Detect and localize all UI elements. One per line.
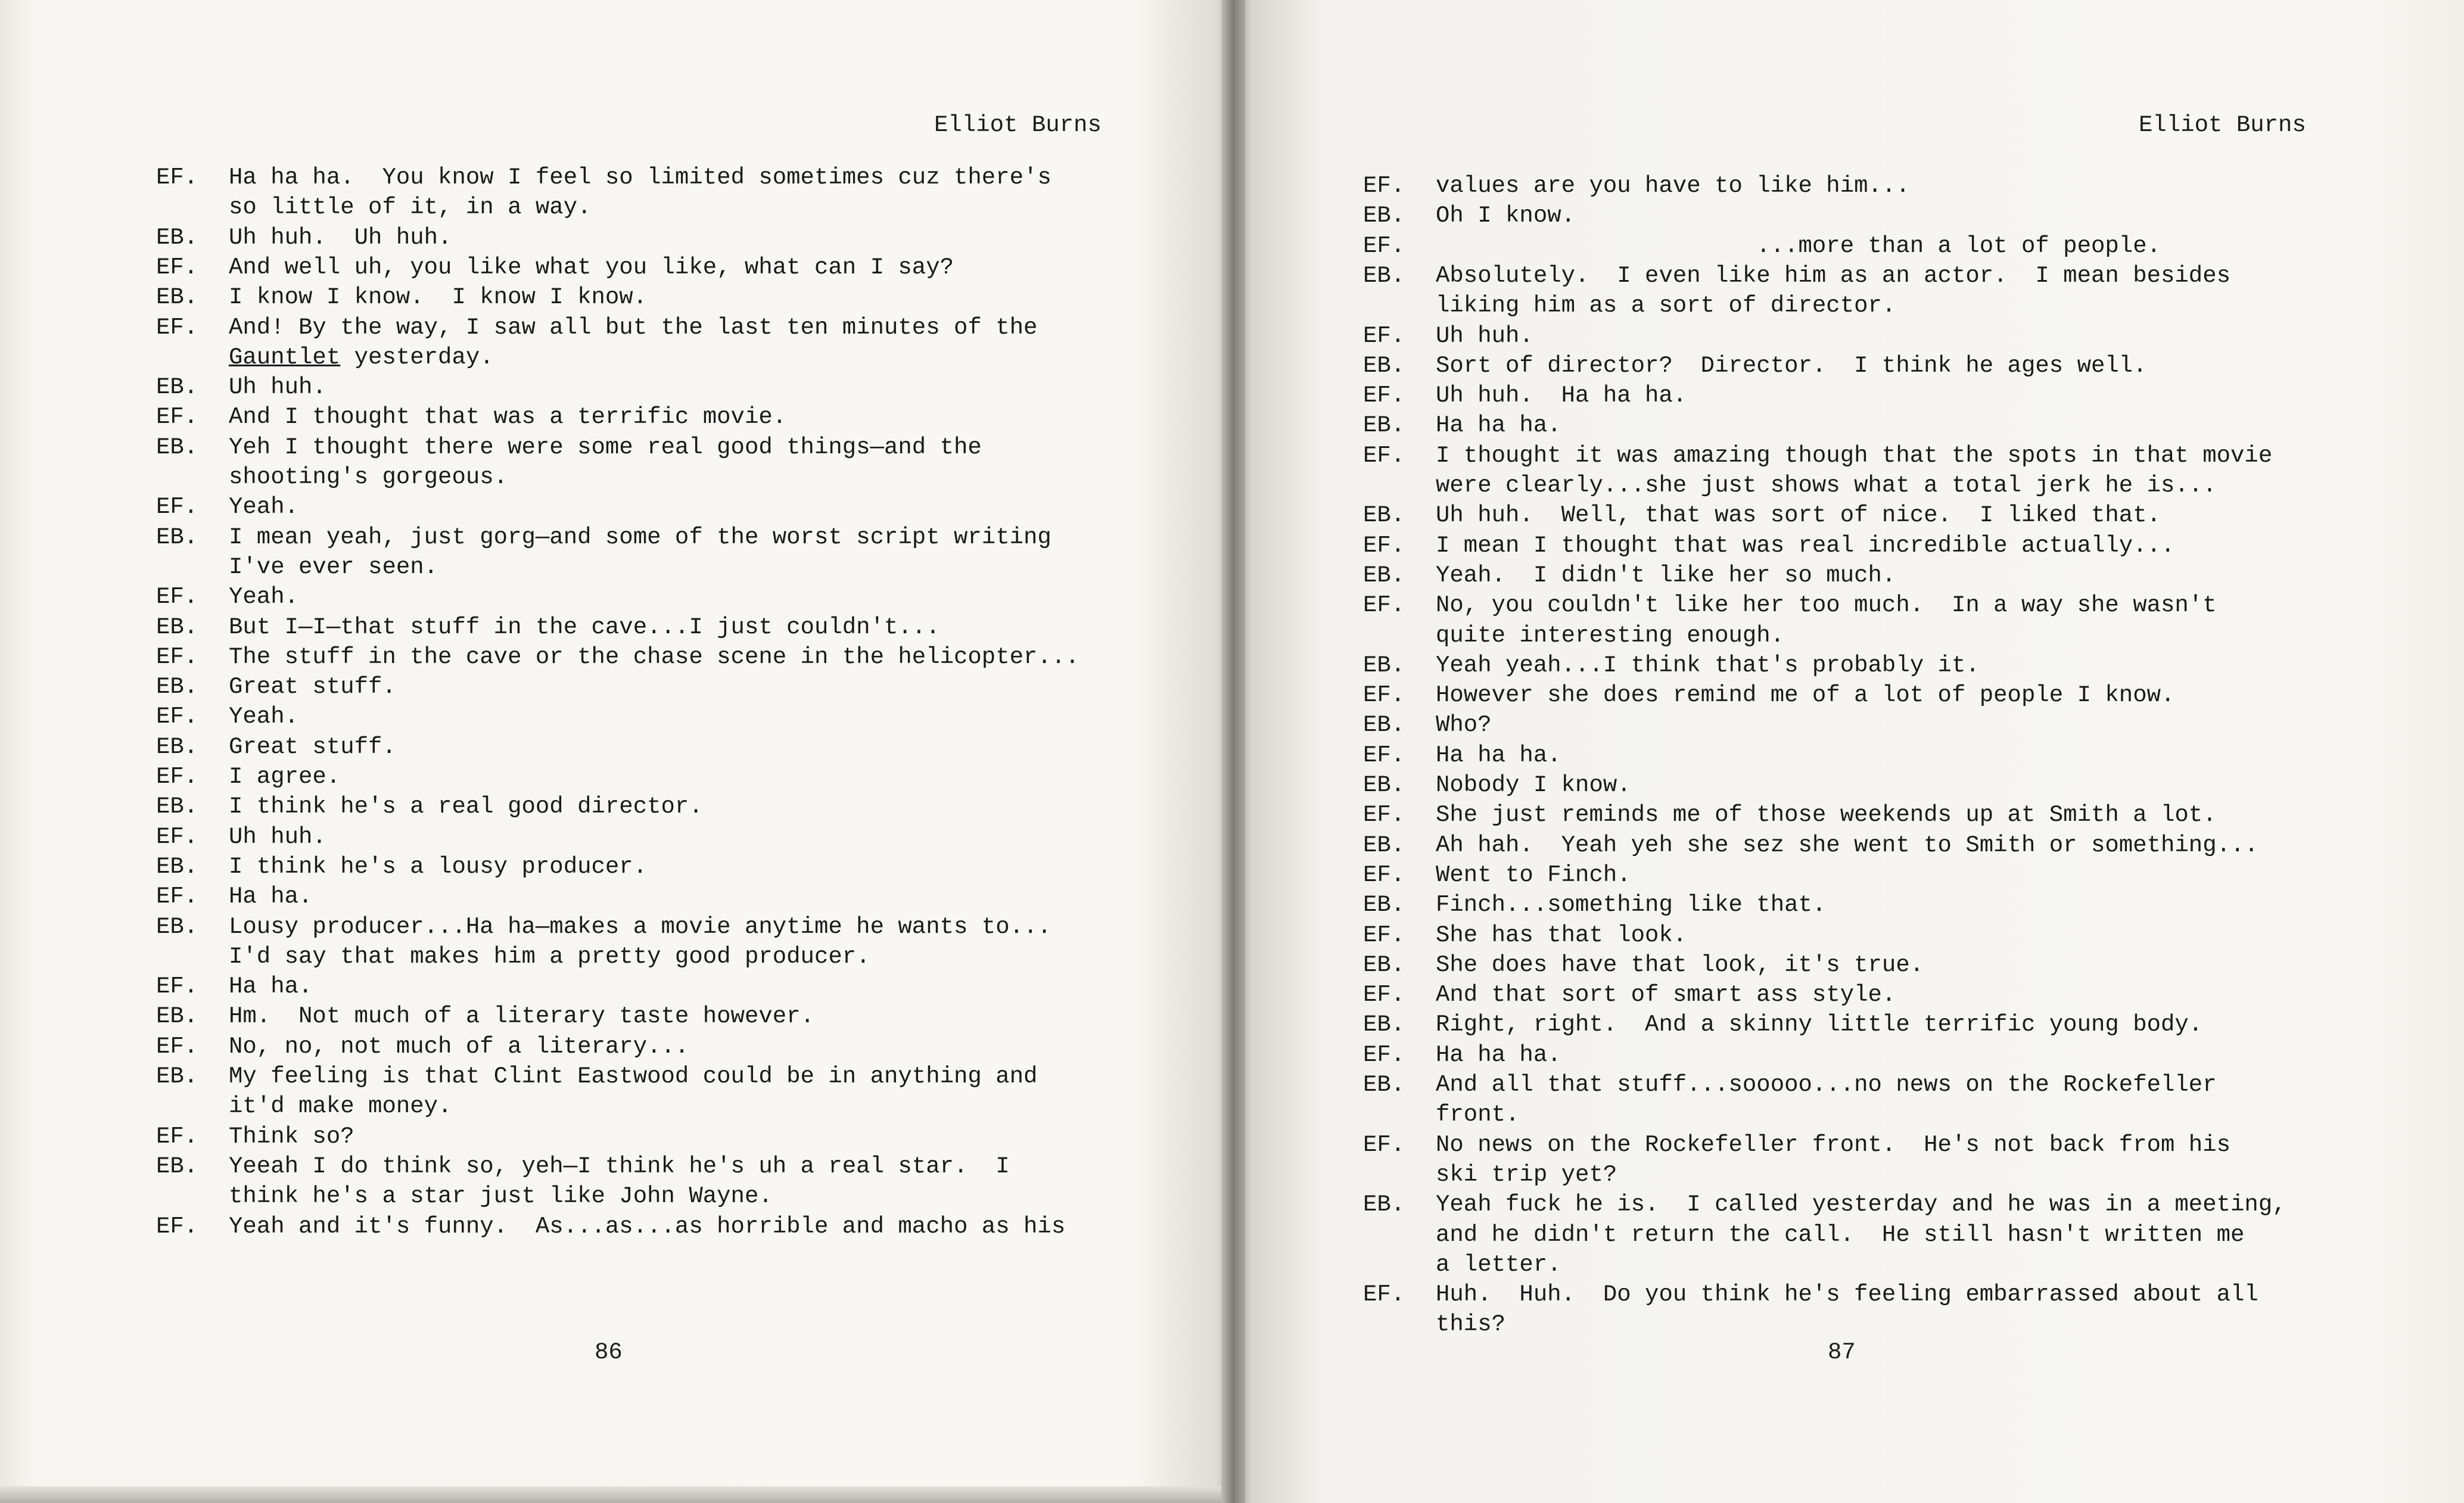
page-number: 86 — [595, 1339, 623, 1365]
dialogue-text: ...more than a lot of people. — [1436, 232, 2161, 259]
right-page — [1233, 0, 2464, 1503]
speaker-label: EF. — [1363, 322, 1405, 349]
speaker-label: EF. — [156, 584, 198, 611]
speaker-label: EB. — [156, 614, 198, 640]
speaker-label: EB. — [1363, 412, 1405, 439]
speaker-label: EF. — [156, 314, 198, 341]
dialogue-text: She just reminds me of those weekends up at Smith a lot. — [1436, 802, 2217, 829]
speaker-label: EF. — [156, 704, 198, 730]
speaker-label: EB. — [1363, 772, 1405, 798]
speaker-label: EB. — [1363, 951, 1405, 978]
dialogue-text: And that sort of smart ass style. — [1436, 982, 1896, 1009]
dialogue-text: Right, right. And a skinny little terrific young body. — [1436, 1012, 2203, 1038]
dialogue-text: However she does remind me of a lot of people I know. — [1436, 682, 2175, 709]
speaker-label: EF. — [1363, 592, 1405, 619]
dialogue-text: I mean I thought that was real incredible actually... — [1436, 532, 2175, 559]
speaker-label: EB. — [156, 524, 198, 550]
dialogue-text: ski trip yet? — [1436, 1161, 1617, 1188]
speaker-label: EB. — [156, 853, 198, 880]
dialogue-text: Uh huh. — [229, 823, 326, 850]
dialogue-text: Uh huh. Ha ha ha. — [1436, 382, 1687, 409]
speaker-label: EF. — [156, 164, 198, 191]
dialogue-text: I'd say that makes him a pretty good producer. — [229, 943, 870, 970]
speaker-label: EB. — [1363, 262, 1405, 289]
dialogue-text-rest: yesterday. — [340, 344, 494, 371]
speaker-label: EB. — [1363, 502, 1405, 529]
dialogue-text: Uh huh. — [1436, 322, 1533, 349]
dialogue-text: I know I know. I know I know. — [229, 284, 648, 311]
dialogue-text: No, no, not much of a literary... — [229, 1033, 689, 1060]
dialogue-text: I think he's a real good director. — [229, 793, 703, 820]
speaker-label: EF. — [1363, 442, 1405, 469]
speaker-label: EB. — [156, 674, 198, 701]
book-gutter — [1221, 0, 1245, 1503]
speaker-label: EF. — [1363, 382, 1405, 409]
dialogue-text: Yeah. I didn't like her so much. — [1436, 562, 1896, 589]
speaker-label: EB. — [1363, 1191, 1405, 1218]
speaker-label: EB. — [1363, 652, 1405, 679]
dialogue-text: I agree. — [229, 764, 341, 790]
dialogue-text: But I—I—that stuff in the cave...I just couldn't... — [229, 614, 940, 640]
speaker-label: EB. — [1363, 1072, 1405, 1098]
dialogue-text: Lousy producer...Ha ha—makes a movie anytime he wants to... — [229, 913, 1051, 940]
speaker-label: EF. — [1363, 682, 1405, 709]
dialogue-text: She has that look. — [1436, 922, 1687, 948]
dialogue-text: Yeah. — [229, 494, 299, 521]
dialogue-text: Yeh I thought there were some real good things—and the — [229, 434, 982, 460]
dialogue-text: Yeah. — [229, 704, 299, 730]
speaker-label: EB. — [156, 1003, 198, 1030]
dialogue-text: and he didn't return the call. He still hasn't written me — [1436, 1221, 2245, 1248]
speaker-label: EF. — [1363, 982, 1405, 1009]
speaker-label: EB. — [156, 1063, 198, 1090]
dialogue-text: Uh huh. Uh huh. — [229, 224, 452, 251]
speaker-label: EF. — [156, 1033, 198, 1060]
dialogue-text: so little of it, in a way. — [229, 194, 592, 221]
dialogue-text: No news on the Rockefeller front. He's not back from his — [1436, 1131, 2231, 1158]
dialogue-text: The stuff in the cave or the chase scene in the helicopter... — [229, 643, 1079, 670]
speaker-label: EB. — [1363, 832, 1405, 858]
speaker-label: EB. — [156, 284, 198, 311]
dialogue-text: I've ever seen. — [229, 553, 438, 580]
speaker-label: EB. — [1363, 352, 1405, 379]
speaker-label: EB. — [156, 374, 198, 401]
dialogue-text: shooting's gorgeous. — [229, 464, 508, 490]
speaker-label: EB. — [1363, 1012, 1405, 1038]
speaker-label: EB. — [156, 913, 198, 940]
dialogue-text: I mean yeah, just gorg—and some of the worst script writing — [229, 524, 1051, 550]
page-header: Elliot Burns — [2139, 112, 2306, 138]
dialogue-text: Yeah. — [229, 584, 299, 611]
dialogue-text: Sort of director? Director. I think he ages well. — [1436, 352, 2147, 379]
dialogue-text: Ha ha ha. You know I feel so limited sometimes cuz there's — [229, 164, 1051, 191]
dialogue-text: Absolutely. I even like him as an actor. I mean besides — [1436, 262, 2231, 289]
dialogue-text: think he's a star just like John Wayne. — [229, 1183, 773, 1210]
speaker-label: EB. — [1363, 892, 1405, 919]
dialogue-text: front. — [1436, 1101, 1520, 1128]
speaker-label: EF. — [1363, 1041, 1405, 1068]
dialogue-text: were clearly...she just shows what a total jerk he is... — [1436, 472, 2217, 499]
dialogue-text: No, you couldn't like her too much. In a way she wasn't — [1436, 592, 2217, 619]
dialogue-text: Think so? — [229, 1123, 354, 1150]
dialogue-text: Huh. Huh. Do you think he's feeling embarrassed about all — [1436, 1281, 2258, 1308]
dialogue-text: Ha ha ha. — [1436, 412, 1561, 439]
speaker-label: EF. — [156, 883, 198, 910]
speaker-label: EB. — [156, 434, 198, 460]
dialogue-text: She does have that look, it's true. — [1436, 951, 1924, 978]
dialogue-text: Great stuff. — [229, 733, 396, 760]
speaker-label: EF. — [156, 764, 198, 790]
dialogue-text: this? — [1436, 1311, 1506, 1338]
speaker-label: EB. — [156, 733, 198, 760]
page-number: 87 — [1828, 1339, 1856, 1365]
dialogue-text: Nobody I know. — [1436, 772, 1631, 798]
speaker-label: EF. — [156, 643, 198, 670]
speaker-label: EF. — [156, 973, 198, 1000]
dialogue-text: quite interesting enough. — [1436, 622, 1785, 649]
speaker-label: EF. — [1363, 532, 1405, 559]
dialogue-text: Went to Finch. — [1436, 861, 1631, 888]
speaker-label: EB. — [1363, 203, 1405, 229]
dialogue-text: Ah hah. Yeah yeh she sez she went to Smith or something... — [1436, 832, 2258, 858]
dialogue-text — [229, 343, 494, 372]
dialogue-text: it'd make money. — [229, 1093, 452, 1120]
speaker-label: EB. — [1363, 712, 1405, 739]
dialogue-text: Yeah fuck he is. I called yesterday and he was in a meeting, — [1436, 1191, 2286, 1218]
speaker-label: EF. — [1363, 802, 1405, 829]
speaker-label: EF. — [156, 1213, 198, 1240]
dialogue-text: I think he's a lousy producer. — [229, 853, 648, 880]
speaker-label: EF. — [1363, 1281, 1405, 1308]
dialogue-text: Oh I know. — [1436, 203, 1576, 229]
speaker-label: EF. — [1363, 173, 1405, 199]
dialogue-text: And I thought that was a terrific movie. — [229, 404, 787, 431]
dialogue-text: a letter. — [1436, 1251, 1561, 1278]
speaker-label: EF. — [156, 823, 198, 850]
speaker-label: EF. — [156, 404, 198, 431]
dialogue-text: Finch...something like that. — [1436, 892, 1827, 919]
speaker-label: EF. — [1363, 232, 1405, 259]
speaker-label: EB. — [156, 793, 198, 820]
speaker-label: EF. — [156, 1123, 198, 1150]
speaker-label: EF. — [156, 254, 198, 281]
dialogue-text: Yeah and it's funny. As...as...as horrible and macho as his — [229, 1213, 1066, 1240]
dialogue-text: values are you have to like him... — [1436, 173, 1910, 199]
dialogue-text: And all that stuff...sooooo...no news on the Rockefeller — [1436, 1072, 2217, 1098]
dialogue-text: Uh huh. Well, that was sort of nice. I liked that. — [1436, 502, 2161, 529]
page-header: Elliot Burns — [934, 112, 1102, 138]
dialogue-text: And well uh, you like what you like, what can I say? — [229, 254, 954, 281]
dialogue-text: Yeeah I do think so, yeh—I think he's uh a real star. I — [229, 1153, 1010, 1180]
speaker-label: EB. — [156, 1153, 198, 1180]
speaker-label: EF. — [1363, 742, 1405, 768]
dialogue-text: Hm. Not much of a literary taste however. — [229, 1003, 814, 1030]
dialogue-text: I thought it was amazing though that the spots in that movie — [1436, 442, 2273, 469]
speaker-label: EF. — [1363, 1131, 1405, 1158]
page-edge — [0, 1486, 1227, 1503]
dialogue-text: Uh huh. — [229, 374, 326, 401]
dialogue-text: Who? — [1436, 712, 1492, 739]
speaker-label: EB. — [1363, 562, 1405, 589]
speaker-label: EB. — [156, 224, 198, 251]
dialogue-text: Ha ha ha. — [1436, 1041, 1561, 1068]
dialogue-text: Ha ha. — [229, 883, 313, 910]
speaker-label: EF. — [156, 494, 198, 521]
dialogue-text: My feeling is that Clint Eastwood could be in anything and — [229, 1063, 1038, 1090]
dialogue-text: Yeah yeah...I think that's probably it. — [1436, 652, 1980, 679]
dialogue-text: Ha ha. — [229, 973, 313, 1000]
dialogue-text: liking him as a sort of director. — [1436, 292, 1896, 319]
speaker-label: EF. — [1363, 861, 1405, 888]
dialogue-text: And! By the way, I saw all but the last ten minutes of the — [229, 314, 1038, 341]
dialogue-text: Ha ha ha. — [1436, 742, 1561, 768]
speaker-label: EF. — [1363, 922, 1405, 948]
film-title: Gauntlet — [229, 344, 341, 371]
dialogue-text: Great stuff. — [229, 674, 396, 701]
